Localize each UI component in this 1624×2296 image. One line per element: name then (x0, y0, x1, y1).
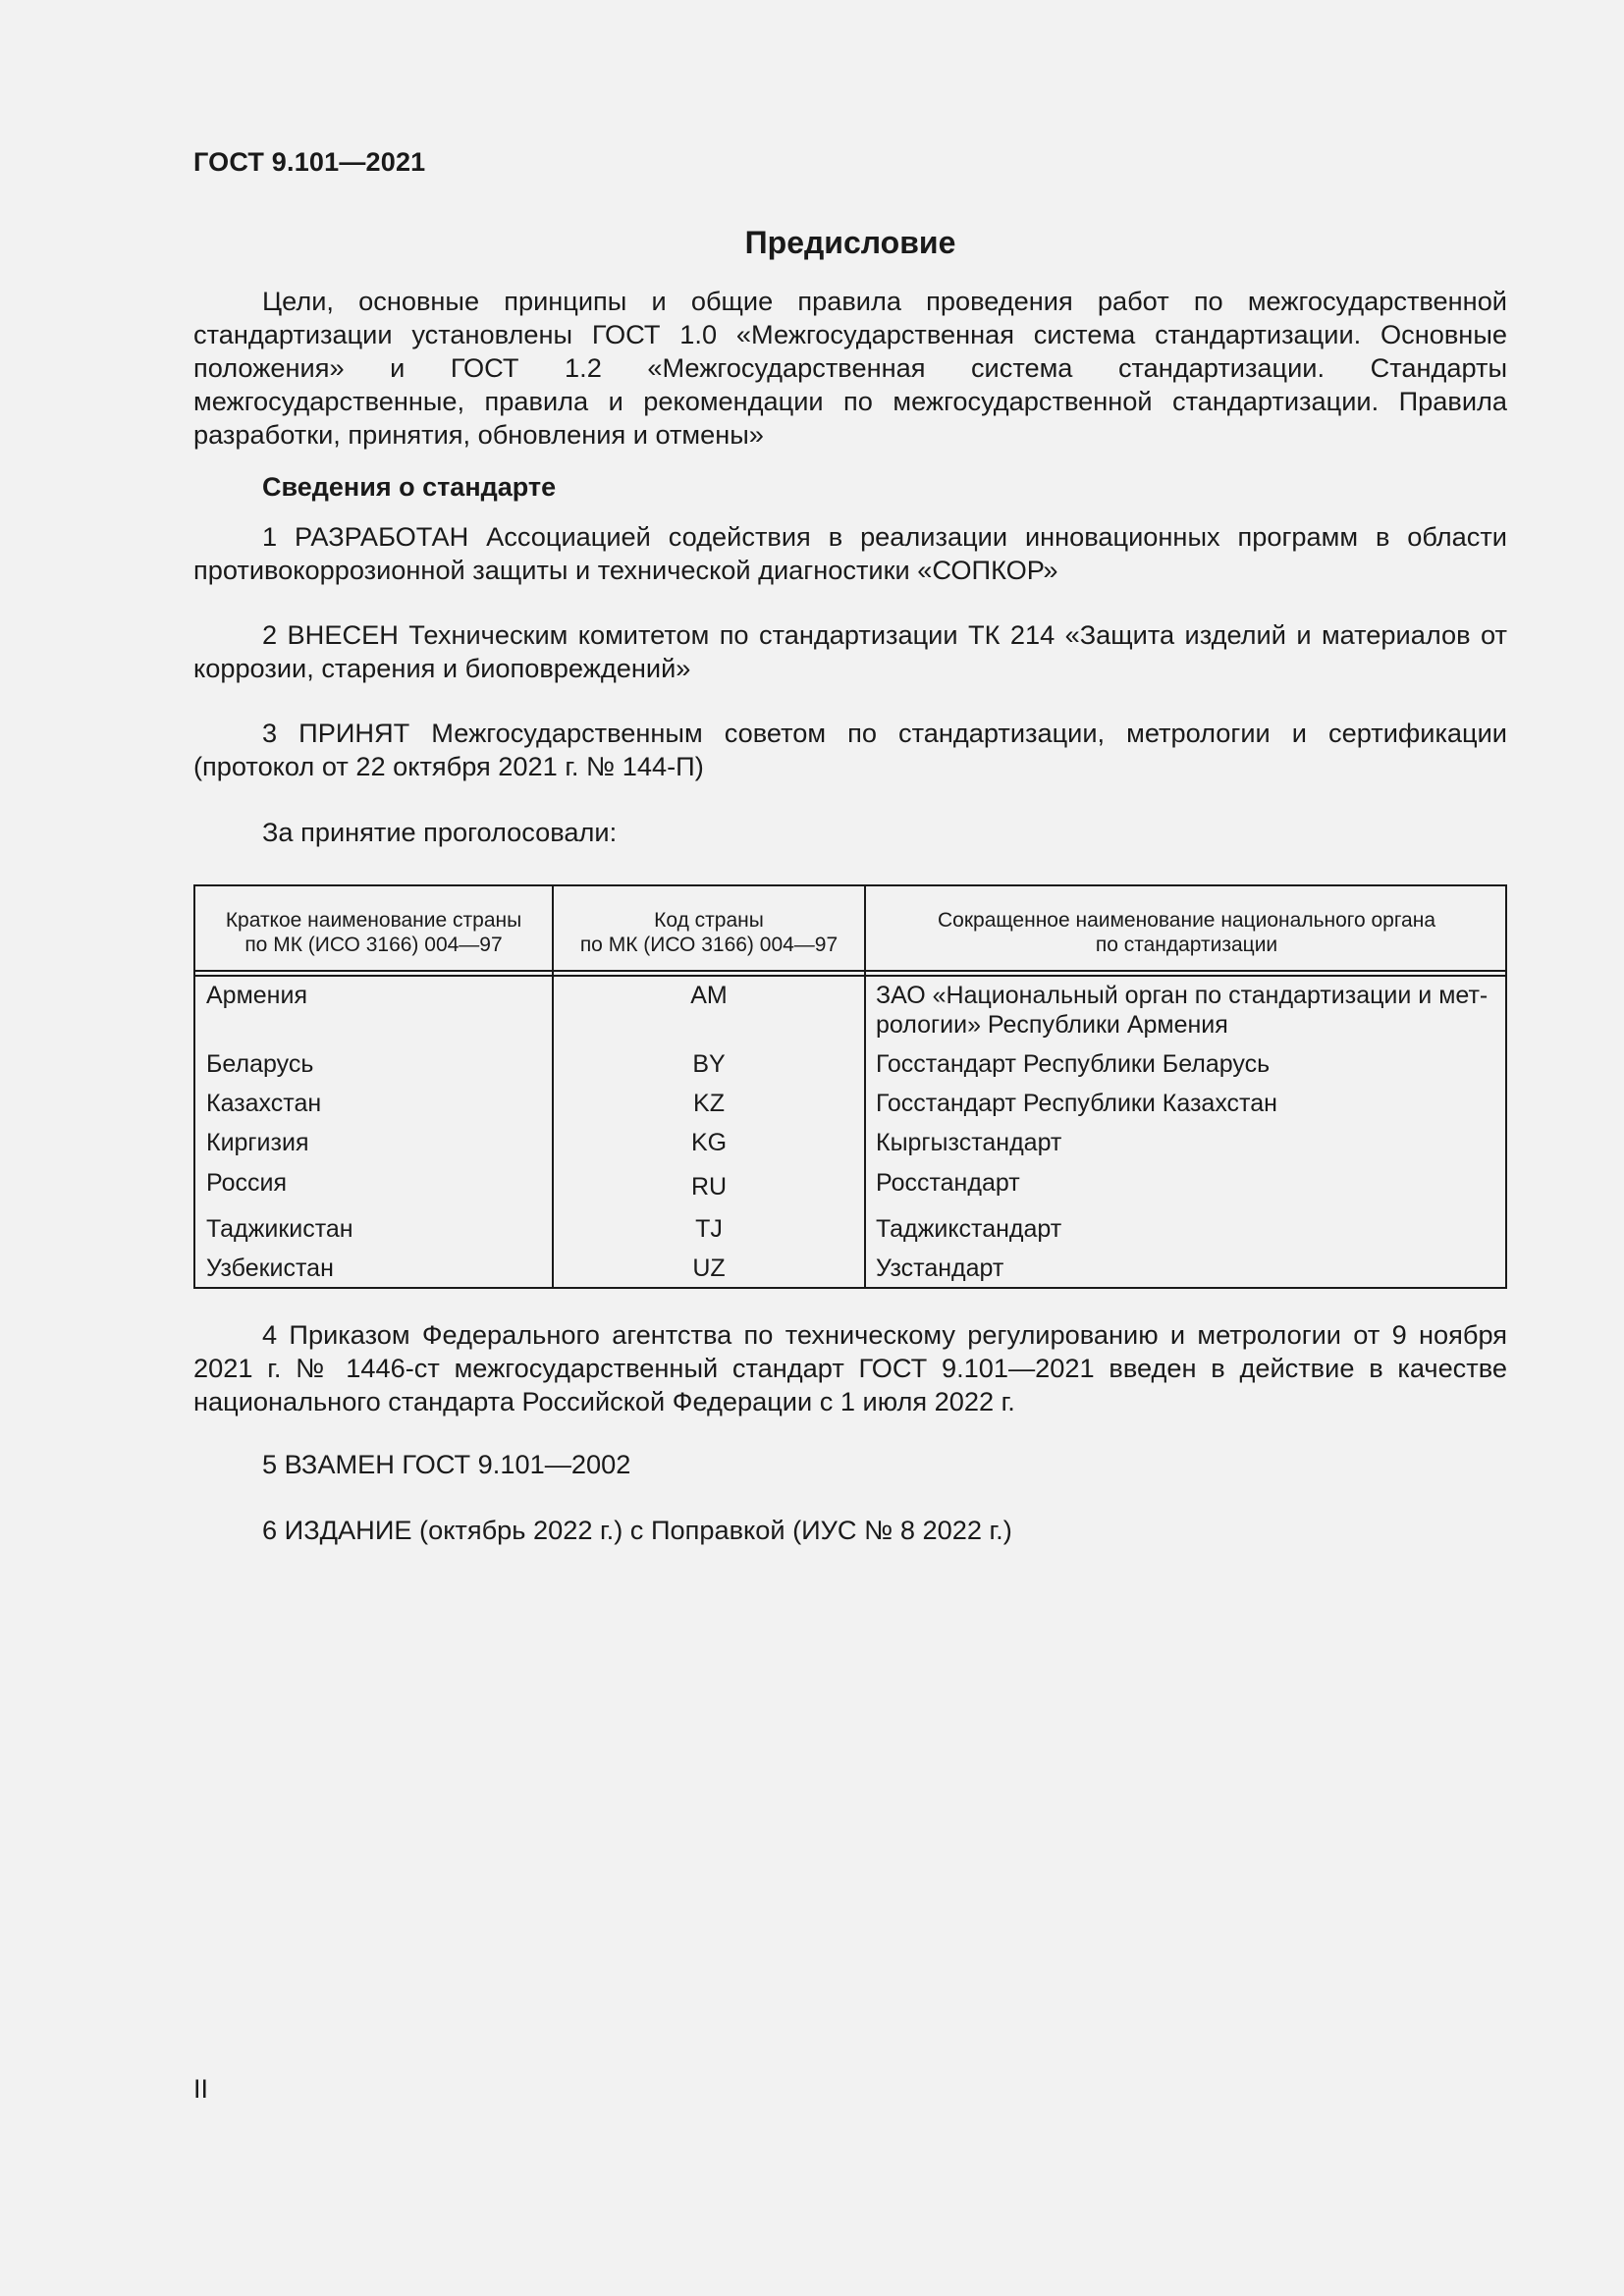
section-title: Предисловие (744, 225, 956, 260)
table-cell-country: Таджикистан (206, 1215, 353, 1243)
table-cell-standards-body: Таджикстандарт (876, 1215, 1062, 1243)
table-cell-standards-body: Росстандарт (876, 1169, 1020, 1197)
item-order: 4 Приказом Федерального агентства по техническому регулированию и метрологии от 9 ноября 2021 г. № 1446-ст межгосударственный стандарт ГОСТ 9.101—2021 введен в действие в качестве национального стандарта Российской Федерации с 1 июля 2022 г. (193, 1319, 1507, 1416)
page-number: II (193, 2074, 209, 2104)
table-cell-standards-body: ЗАО «Национальный орган по стандартизации и мет- рологии» Республики Армения (876, 982, 1489, 1039)
table-cell-country: Беларусь (206, 1050, 314, 1078)
header-country: Краткое наименование страны по МК (ИСО 3166) 004—97 (225, 909, 522, 956)
document-code: ГОСТ 9.101—2021 (193, 147, 426, 177)
table-header-divider (195, 970, 1505, 977)
voting-countries-table (193, 884, 1507, 1289)
item-replaces: 5 ВЗАМЕН ГОСТ 9.101—2002 (262, 1449, 631, 1479)
voted-label: За принятие проголосовали: (262, 817, 618, 847)
table-cell-country: Россия (206, 1169, 287, 1197)
item-adopted: 3 ПРИНЯТ Межгосударственным советом по стандартизации, метрологии и сертификации (протокол от 22 октября 2021 г. № 144-П) (193, 718, 1507, 781)
table-cell-country: Узбекистан (206, 1255, 334, 1282)
item-edition: 6 ИЗДАНИЕ (октябрь 2022 г.) с Поправкой (ИУС № 8 2022 г.) (262, 1515, 1012, 1545)
table-cell-country: Армения (206, 982, 307, 1009)
table-cell-code: AM (690, 982, 728, 1009)
table-cell-country: Киргизия (206, 1129, 309, 1156)
table-cell-code: KG (690, 1129, 728, 1156)
standard-info-heading: Сведения о стандарте (262, 472, 557, 502)
table-cell-code: BY (692, 1050, 726, 1078)
table-cell-code: RU (690, 1173, 728, 1201)
table-cell-standards-body: Кыргызстандарт (876, 1129, 1062, 1156)
table-cell-standards-body: Госстандарт Республики Казахстан (876, 1090, 1277, 1117)
header-standards-body: Сокращенное наименование национального органа по стандартизации (937, 909, 1436, 956)
table-cell-code: TJ (695, 1215, 723, 1243)
intro-paragraph: Цели, основные принципы и общие правила проведения работ по межгосударственной стандартизации установлены ГОСТ 1.0 «Межгосударственная система стандартизации. Основные положения» и ГОСТ 1.2 «Межгосударственная система стандартизации. Стандарты межгосударственные, правила и рекомендации по межгосударственной стандартизации. Правила разработки, принятия, обновления и отмены» (193, 286, 1507, 450)
item-submitted: 2 ВНЕСЕН Техническим комитетом по стандартизации ТК 214 «Защита изделий и материалов от коррозии, старения и биоповреждений» (193, 619, 1507, 683)
table-cell-code: KZ (693, 1090, 725, 1117)
item-developed: 1 РАЗРАБОТАН Ассоциацией содействия в реализации инновационных программ в области противокоррозионной защиты и технической диагностики «СОПКОР» (193, 521, 1507, 585)
header-code: Код страны по МК (ИСО 3166) 004—97 (579, 909, 839, 956)
table-cell-standards-body: Узстандарт (876, 1255, 1004, 1282)
table-cell-code: UZ (692, 1255, 726, 1282)
table-cell-country: Казахстан (206, 1090, 322, 1117)
table-cell-standards-body: Госстандарт Республики Беларусь (876, 1050, 1271, 1078)
